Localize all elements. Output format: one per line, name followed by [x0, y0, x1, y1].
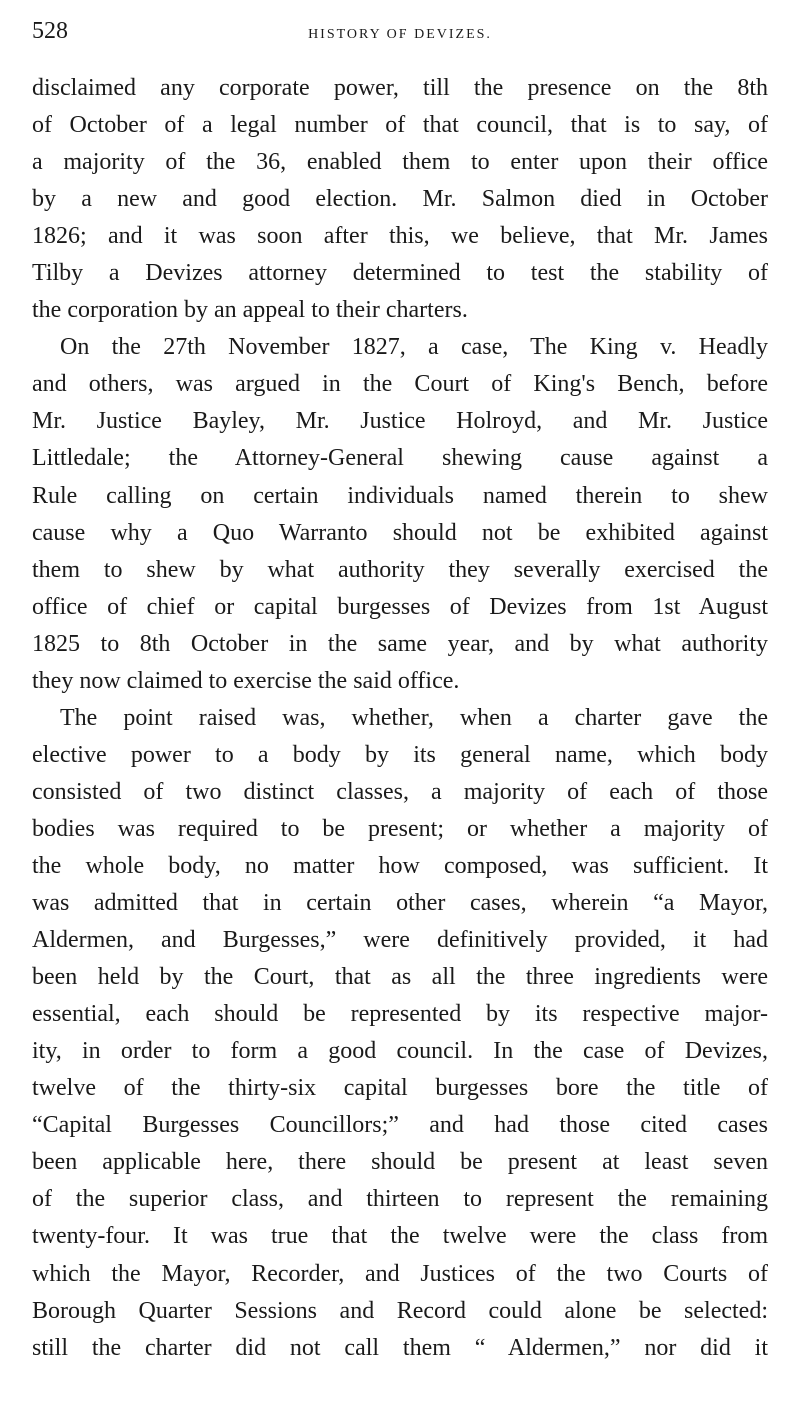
text-line: of October of a legal number of that council, that is to say, of [32, 112, 768, 139]
text-line: 1826; and it was soon after this, we believe, that Mr. James [32, 223, 768, 250]
text-line: Borough Quarter Sessions and Record could alone be selected: [32, 1297, 768, 1324]
text-line: Rule calling on certain individuals named therein to shew [32, 482, 768, 509]
page-header [32, 14, 768, 48]
text-line: the whole body, no matter how composed, was sufficient. It [32, 852, 768, 879]
body-text [32, 70, 768, 1367]
text-line: Tilby a Devizes attorney determined to test the stability of [32, 260, 768, 287]
text-line: twelve of the thirty-six capital burgesses bore the title of [32, 1075, 768, 1102]
text-line: and others, was argued in the Court of King's Bench, before [32, 371, 768, 398]
page-number: 528 [32, 18, 68, 44]
text-line: was admitted that in certain other cases, wherein “a Mayor, [32, 890, 768, 917]
text-line: they now claimed to exercise the said office. [32, 667, 460, 694]
text-line: 1825 to 8th October in the same year, and by what authority [32, 630, 768, 657]
text-line: cause why a Quo Warranto should not be exhibited against [32, 519, 768, 546]
text-line: bodies was required to be present; or whether a majority of [32, 815, 768, 842]
text-line: Littledale; the Attorney-General shewing cause against a [32, 445, 768, 472]
text-line: been applicable here, there should be present at least seven [32, 1149, 768, 1176]
text-line: “Capital Burgesses Councillors;” and had those cited cases [32, 1112, 768, 1139]
text-line: consisted of two distinct classes, a majority of each of those [32, 778, 768, 805]
text-line: of the superior class, and thirteen to represent the remaining [32, 1186, 768, 1213]
text-line: On the 27th November 1827, a case, The King v. Headly [60, 334, 768, 361]
text-line: ity, in order to form a good council. In the case of Devizes, [32, 1038, 768, 1065]
text-line: by a new and good election. Mr. Salmon died in October [32, 186, 768, 213]
text-line: them to shew by what authority they severally exercised the [32, 556, 768, 583]
text-line: essential, each should be represented by its respective major- [32, 1001, 768, 1028]
text-line: the corporation by an appeal to their charters. [32, 297, 468, 324]
text-line: which the Mayor, Recorder, and Justices of the two Courts of [32, 1260, 768, 1287]
running-head: HISTORY OF DEVIZES. [308, 27, 492, 42]
text-line: been held by the Court, that as all the three ingredients were [32, 964, 768, 991]
text-line: office of chief or capital burgesses of Devizes from 1st August [32, 593, 768, 620]
text-line: The point raised was, whether, when a charter gave the [60, 704, 768, 731]
text-line: still the charter did not call them “ Aldermen,” nor did it [32, 1334, 768, 1361]
text-line: Mr. Justice Bayley, Mr. Justice Holroyd, and Mr. Justice [32, 408, 768, 435]
text-line: elective power to a body by its general name, which body [32, 741, 768, 768]
text-line: a majority of the 36, enabled them to enter upon their office [32, 149, 768, 176]
text-line: Aldermen, and Burgesses,” were definitively provided, it had [32, 927, 768, 954]
text-line: twenty-four. It was true that the twelve were the class from [32, 1223, 768, 1250]
text-line: disclaimed any corporate power, till the presence on the 8th [32, 75, 768, 101]
